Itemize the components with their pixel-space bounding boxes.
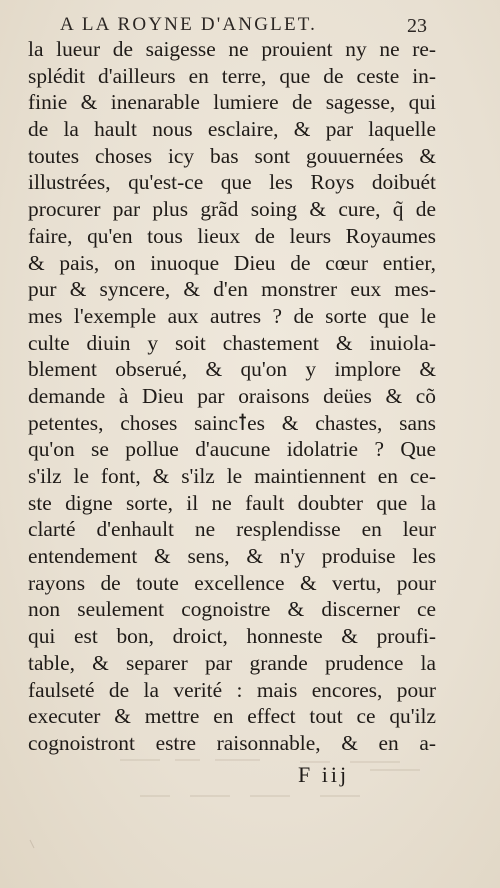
text-line: qu'on se pollue d'aucune idolatrie ? Que bbox=[28, 437, 436, 462]
text-line: mes l'exemple aux autres ? de sorte que le bbox=[28, 303, 436, 328]
text-line: cognoistront estre raisonnable, & en a- bbox=[28, 730, 436, 755]
text-line: toutes choses icy bas sont gouuernées & bbox=[28, 143, 436, 168]
signature-mark: F iij bbox=[298, 762, 350, 787]
text-line: blement obserué, & qu'on y implore & bbox=[28, 357, 436, 382]
text-line: table, & separer par grande prudence la bbox=[28, 650, 436, 675]
text-line: rayons de toute excellence & vertu, pour bbox=[28, 570, 436, 595]
text-line: illustrées, qu'est-ce que les Roys doibuét bbox=[28, 170, 436, 195]
body-text bbox=[28, 36, 436, 757]
text-line: la lueur de saigesse ne prouient ny ne re- bbox=[28, 37, 436, 61]
text-line: executer & mettre en effect tout ce qu'ilz bbox=[28, 704, 436, 729]
text-line: faulseté de la verité : mais encores, pour bbox=[28, 677, 436, 702]
text-line: non seulement cognoistre & discerner ce bbox=[28, 597, 436, 622]
text-line: s'ilz le font, & s'ilz le maintiennent en ce- bbox=[28, 464, 436, 488]
text-line: clarté d'enhault ne resplendisse en leur bbox=[28, 517, 436, 542]
text-line: finie & inenarable lumiere de sagesse, qui bbox=[28, 90, 436, 115]
text-line: de la hault nous esclaire, & par laquelle bbox=[28, 117, 436, 142]
text-line: ste digne sorte, il ne fault doubter que la bbox=[28, 490, 436, 515]
text-line: petentes, choses saincꝉes & chastes, sans bbox=[28, 410, 436, 435]
text-line: culte diuin y soit chastement & inuiola- bbox=[28, 330, 436, 355]
running-head: A LA ROYNE D'ANGLET. bbox=[60, 14, 318, 35]
text-line: demande à Dieu par oraisons deües & cõ bbox=[28, 383, 436, 408]
text-line: procurer par plus grãd soing & cure, q̃ de bbox=[28, 197, 436, 222]
text-line: pur & syncere, & d'en monstrer eux mes- bbox=[28, 277, 436, 302]
text-line: faire, qu'en tous lieux de leurs Royaumes bbox=[28, 223, 436, 248]
text-line: & pais, on inuoque Dieu de cœur entier, bbox=[28, 250, 436, 275]
page-header bbox=[60, 6, 430, 36]
text-line: splédit d'ailleurs en terre, que de ceste in- bbox=[28, 63, 436, 88]
text-line: entendement & sens, & n'y produise les bbox=[28, 544, 436, 569]
text-line: qui est bon, droict, honneste & proufi- bbox=[28, 624, 436, 649]
page-number: 23 bbox=[407, 15, 427, 37]
